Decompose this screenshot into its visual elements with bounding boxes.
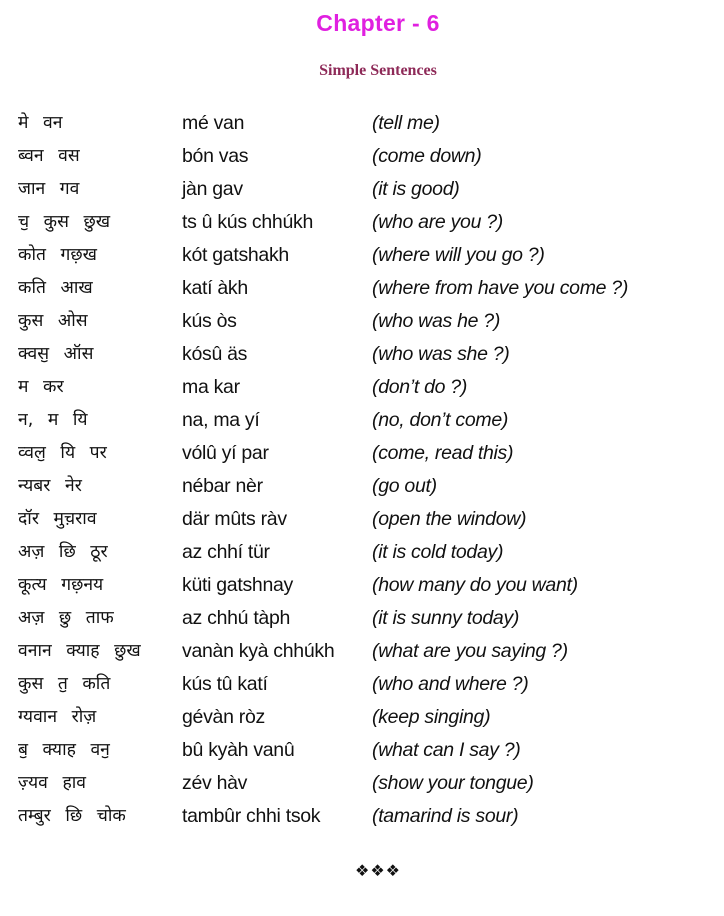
transliteration-text: bû kyàh vanû (182, 739, 295, 761)
transliteration-text: az chhí tür (182, 541, 270, 563)
english-translation: (come, read this) (372, 442, 514, 464)
sentence-row (0, 538, 724, 571)
transliteration-text: bón vas (182, 145, 249, 167)
devanagari-text: ब्वन वस (18, 146, 80, 166)
transliteration-text: na, ma yí (182, 409, 260, 431)
sentence-row (0, 802, 724, 835)
devanagari-text: कुस तॖ कति (18, 674, 111, 694)
devanagari-text: वनान क्याह छुख (18, 641, 141, 661)
english-translation: (no, don’t come) (372, 409, 509, 431)
sentence-row (0, 769, 724, 802)
sentence-row (0, 241, 724, 274)
transliteration-text: jàn gav (182, 178, 243, 200)
sentence-row (0, 142, 724, 175)
sentence-row (0, 703, 724, 736)
sentence-row (0, 736, 724, 769)
english-translation: (show your tongue) (372, 772, 534, 794)
transliteration-text: kósû äs (182, 343, 248, 365)
sentence-row (0, 109, 724, 142)
transliteration-text: tambûr chhi tsok (182, 805, 321, 827)
sentence-row (0, 472, 724, 505)
transliteration-text: az chhú tàph (182, 607, 291, 629)
devanagari-text: बॖ क्याह वनॖ (18, 740, 110, 760)
english-translation: (don’t do ?) (372, 376, 468, 398)
devanagari-text: अज़ छि ठूर (18, 542, 108, 562)
english-translation: (who are you ?) (372, 211, 503, 233)
transliteration-text: där mûts ràv (182, 508, 287, 530)
transliteration-text: küti gatshnay (182, 574, 294, 596)
sentence-row (0, 307, 724, 340)
sentence-row (0, 373, 724, 406)
footer-ornament: ❖❖❖ (354, 861, 402, 880)
devanagari-text: क्वसॖ ऑस (18, 344, 94, 364)
transliteration-text: ma kar (182, 376, 240, 398)
english-translation: (it is good) (372, 178, 460, 200)
subtitle: Simple Sentences (319, 62, 437, 79)
devanagari-text: चॖ कुस छुख (18, 212, 111, 232)
sentence-row (0, 637, 724, 670)
devanagari-text: दॉर मुच़राव (18, 509, 97, 529)
transliteration-text: mé van (182, 112, 245, 134)
english-translation: (open the window) (372, 508, 527, 530)
english-translation: (keep singing) (372, 706, 491, 728)
chapter-title: Chapter - 6 (316, 10, 440, 36)
english-translation: (it is sunny today) (372, 607, 520, 629)
english-translation: (what can I say ?) (372, 739, 521, 761)
english-translation: (tamarind is sour) (372, 805, 519, 827)
devanagari-text: कुस ओस (18, 311, 88, 331)
sentence-row (0, 571, 724, 604)
devanagari-text: कति आख (18, 278, 93, 298)
transliteration-text: gévàn ròz (182, 706, 265, 728)
transliteration-text: ts û kús chhúkh (182, 211, 313, 233)
devanagari-text: अज़ छु ताफ (18, 608, 114, 628)
devanagari-text: म कर (18, 377, 64, 397)
devanagari-text: जान गव (18, 179, 80, 199)
devanagari-text: व्वलॖ यि पर (18, 443, 107, 463)
transliteration-text: vanàn kyà chhúkh (182, 640, 335, 662)
sentence-row (0, 340, 724, 373)
devanagari-text: ज़्यव हाव (18, 773, 87, 793)
english-translation: (what are you saying ?) (372, 640, 568, 662)
english-translation: (come down) (372, 145, 482, 167)
english-translation: (who was he ?) (372, 310, 501, 332)
transliteration-text: vólû yí par (182, 442, 269, 464)
sentence-row (0, 670, 724, 703)
sentence-row (0, 505, 724, 538)
devanagari-text: तम्बुर छि चोक (18, 806, 126, 826)
english-translation: (who was she ?) (372, 343, 510, 365)
devanagari-text: कोत गछ़ख (18, 245, 97, 265)
transliteration-text: kót gatshakh (182, 244, 289, 266)
sentence-row (0, 406, 724, 439)
english-translation: (who and where ?) (372, 673, 529, 695)
transliteration-text: kús òs (182, 310, 237, 332)
english-translation: (where will you go ?) (372, 244, 545, 266)
english-translation: (where from have you come ?) (372, 277, 629, 299)
sentence-row (0, 604, 724, 637)
devanagari-text: ग्यवान रोज़ (18, 707, 97, 727)
sentence-row (0, 274, 724, 307)
devanagari-text: मे वन (18, 113, 63, 133)
english-translation: (tell me) (372, 112, 440, 134)
devanagari-text: न, म यि (18, 410, 88, 430)
english-translation: (how many do you want) (372, 574, 578, 596)
sentence-row (0, 208, 724, 241)
sentence-row (0, 175, 724, 208)
sentence-list (0, 109, 724, 835)
english-translation: (it is cold today) (372, 541, 504, 563)
sentence-row (0, 439, 724, 472)
devanagari-text: कूत्य गछ़नय (18, 575, 104, 595)
devanagari-text: न्यबर नेर (18, 476, 82, 496)
transliteration-text: nébar nèr (182, 475, 263, 497)
transliteration-text: zév hàv (182, 772, 248, 794)
english-translation: (go out) (372, 475, 437, 497)
transliteration-text: kús tû katí (182, 673, 268, 695)
transliteration-text: katí àkh (182, 277, 248, 299)
